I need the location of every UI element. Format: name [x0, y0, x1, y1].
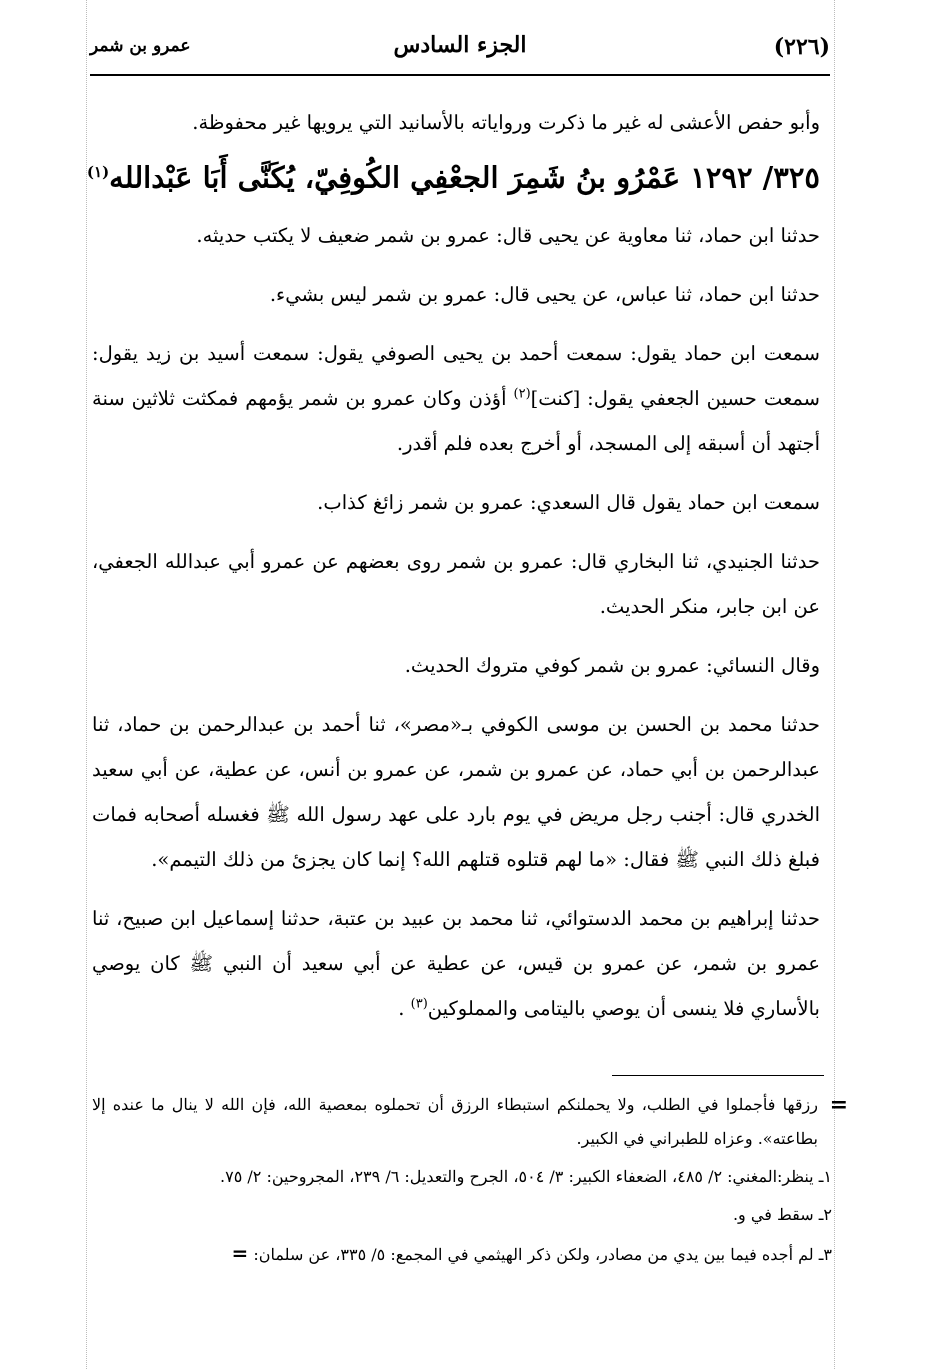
entry-heading	[86, 149, 820, 201]
paragraph: سمعت ابن حماد يقول قال السعدي: عمرو بن شمر زائغ كذاب.	[317, 490, 820, 514]
paragraph: حدثنا محمد بن الحسن بن موسى الكوفي بـ«مصر»، ثنا أحمد بن عبدالرحمن بن حماد، ثنا عبدالرحمن بن أبي حماد، عن عمرو بن شمر، عن عمرو بن أنس، عن عطية، عن أبي سعيد الخدري قال: أجنب رجل مريض في يوم بارد على عهد رسول الله ﷺ فغسله أصحابه فمات فبلغ ذلك النبي ﷺ فقال: «ما لهم قتلوه قتلهم الله؟ إنما كان يجزئ من ذلك التيمم».	[92, 712, 820, 871]
continuation-mark: =	[829, 1092, 848, 1118]
paragraph: حدثنا الجنيدي، ثنا البخاري قال: عمرو بن شمر روى بعضهم عن عمرو أبي عبدالله الجعفي، عن ابن جابر، منكر الحديث.	[92, 549, 820, 618]
paragraph: وقال النسائي: عمرو بن شمر كوفي متروك الحديث.	[404, 653, 820, 677]
footnote: ٢ـ سقط في و.	[732, 1205, 832, 1224]
footnote-continuation-text: رزقها فأجملوا في الطلب، ولا يحملنكم استبطاء الرزق أن تحملوه بمعصية الله، فإن الله لا ينال ما عنده إلا بطاعته». وعزاه للطبراني في الكبير.	[92, 1095, 819, 1148]
paragraph: حدثنا ابن حماد، ثنا معاوية عن يحيى قال: عمرو بن شمر ضعيف لا يكتب حديثه.	[196, 223, 820, 247]
footnotes	[92, 1088, 848, 1276]
footnote-continuation	[92, 1088, 848, 1156]
entry-heading-text: ٣٢٥/ ١٢٩٢ عَمْرُو بنُ شَمِرَ الجعْفِي الكُوفِيّ، يُكَنَّى أَبَا عَبْدالله	[109, 160, 820, 195]
paragraph-end: .	[398, 996, 405, 1020]
paragraph-part: أؤذن وكان عمرو بن شمر يؤمهم فمكثت ثلاثين سنة أجتهد أن أسبقه إلى المسجد، أو أخرج بعده فلم أقدر.	[92, 386, 820, 455]
paragraph	[92, 896, 820, 1031]
margin-guide-right	[834, 0, 835, 1369]
paragraph	[92, 331, 820, 466]
main-text	[86, 100, 821, 1045]
footnote	[92, 1236, 832, 1272]
entry-heading-note: (١)	[86, 163, 110, 181]
running-title: عمرو بن شمر	[90, 36, 191, 56]
footnote-end-mark: =	[231, 1241, 249, 1265]
paragraph-part: سمعت ابن حماد يقول: سمعت أحمد بن يحيى الصوفي يقول: سمعت أسيد بن زيد يقول: سمعت حسين الجعفي يقول: [كنت]	[92, 341, 821, 410]
paragraph-part: حدثنا إبراهيم بن محمد الدستوائي، ثنا محمد بن عبيد بن عتبة، حدثنا إسماعيل ابن صبيح، ثنا عمرو بن شمر، عن عمرو بن قيس، عن عطية عن أبي سعيد أن النبي ﷺ كان يوصي بالأساري فلا ينسى أن يوصي باليتامى والمملوكين	[92, 906, 820, 1020]
volume-title: الجزء السادس	[393, 32, 527, 58]
footnote: ١ـ ينظر:المغني: ٢/ ٤٨٥، الضعفاء الكبير: ٣/ ٥٠٤، الجرح والتعديل: ٦/ ٢٣٩، المجروحين: ٢/ ٧٥.	[220, 1167, 832, 1186]
margin-guide-left	[86, 0, 87, 1369]
header-rule	[90, 74, 830, 76]
page-number: (٢٢٦)	[773, 34, 830, 60]
paragraph: حدثنا ابن حماد، ثنا عباس، عن يحيى قال: عمرو بن شمر ليس بشيء.	[269, 282, 820, 306]
page-header	[90, 30, 830, 70]
footnote-rule	[612, 1075, 824, 1076]
footnote-ref: (٢)	[513, 386, 531, 402]
footnote-ref: (٣)	[410, 996, 428, 1012]
footnote-text: ٣ـ لم أجده فيما بين يدي من مصادر، ولكن ذكر الهيثمي في المجمع: ٥/ ٣٣٥، عن سلمان:	[253, 1245, 832, 1264]
intro-paragraph: وأبو حفص الأعشى له غير ما ذكرت ورواياته بالأسانيد التي يرويها غير محفوظة.	[192, 111, 820, 134]
